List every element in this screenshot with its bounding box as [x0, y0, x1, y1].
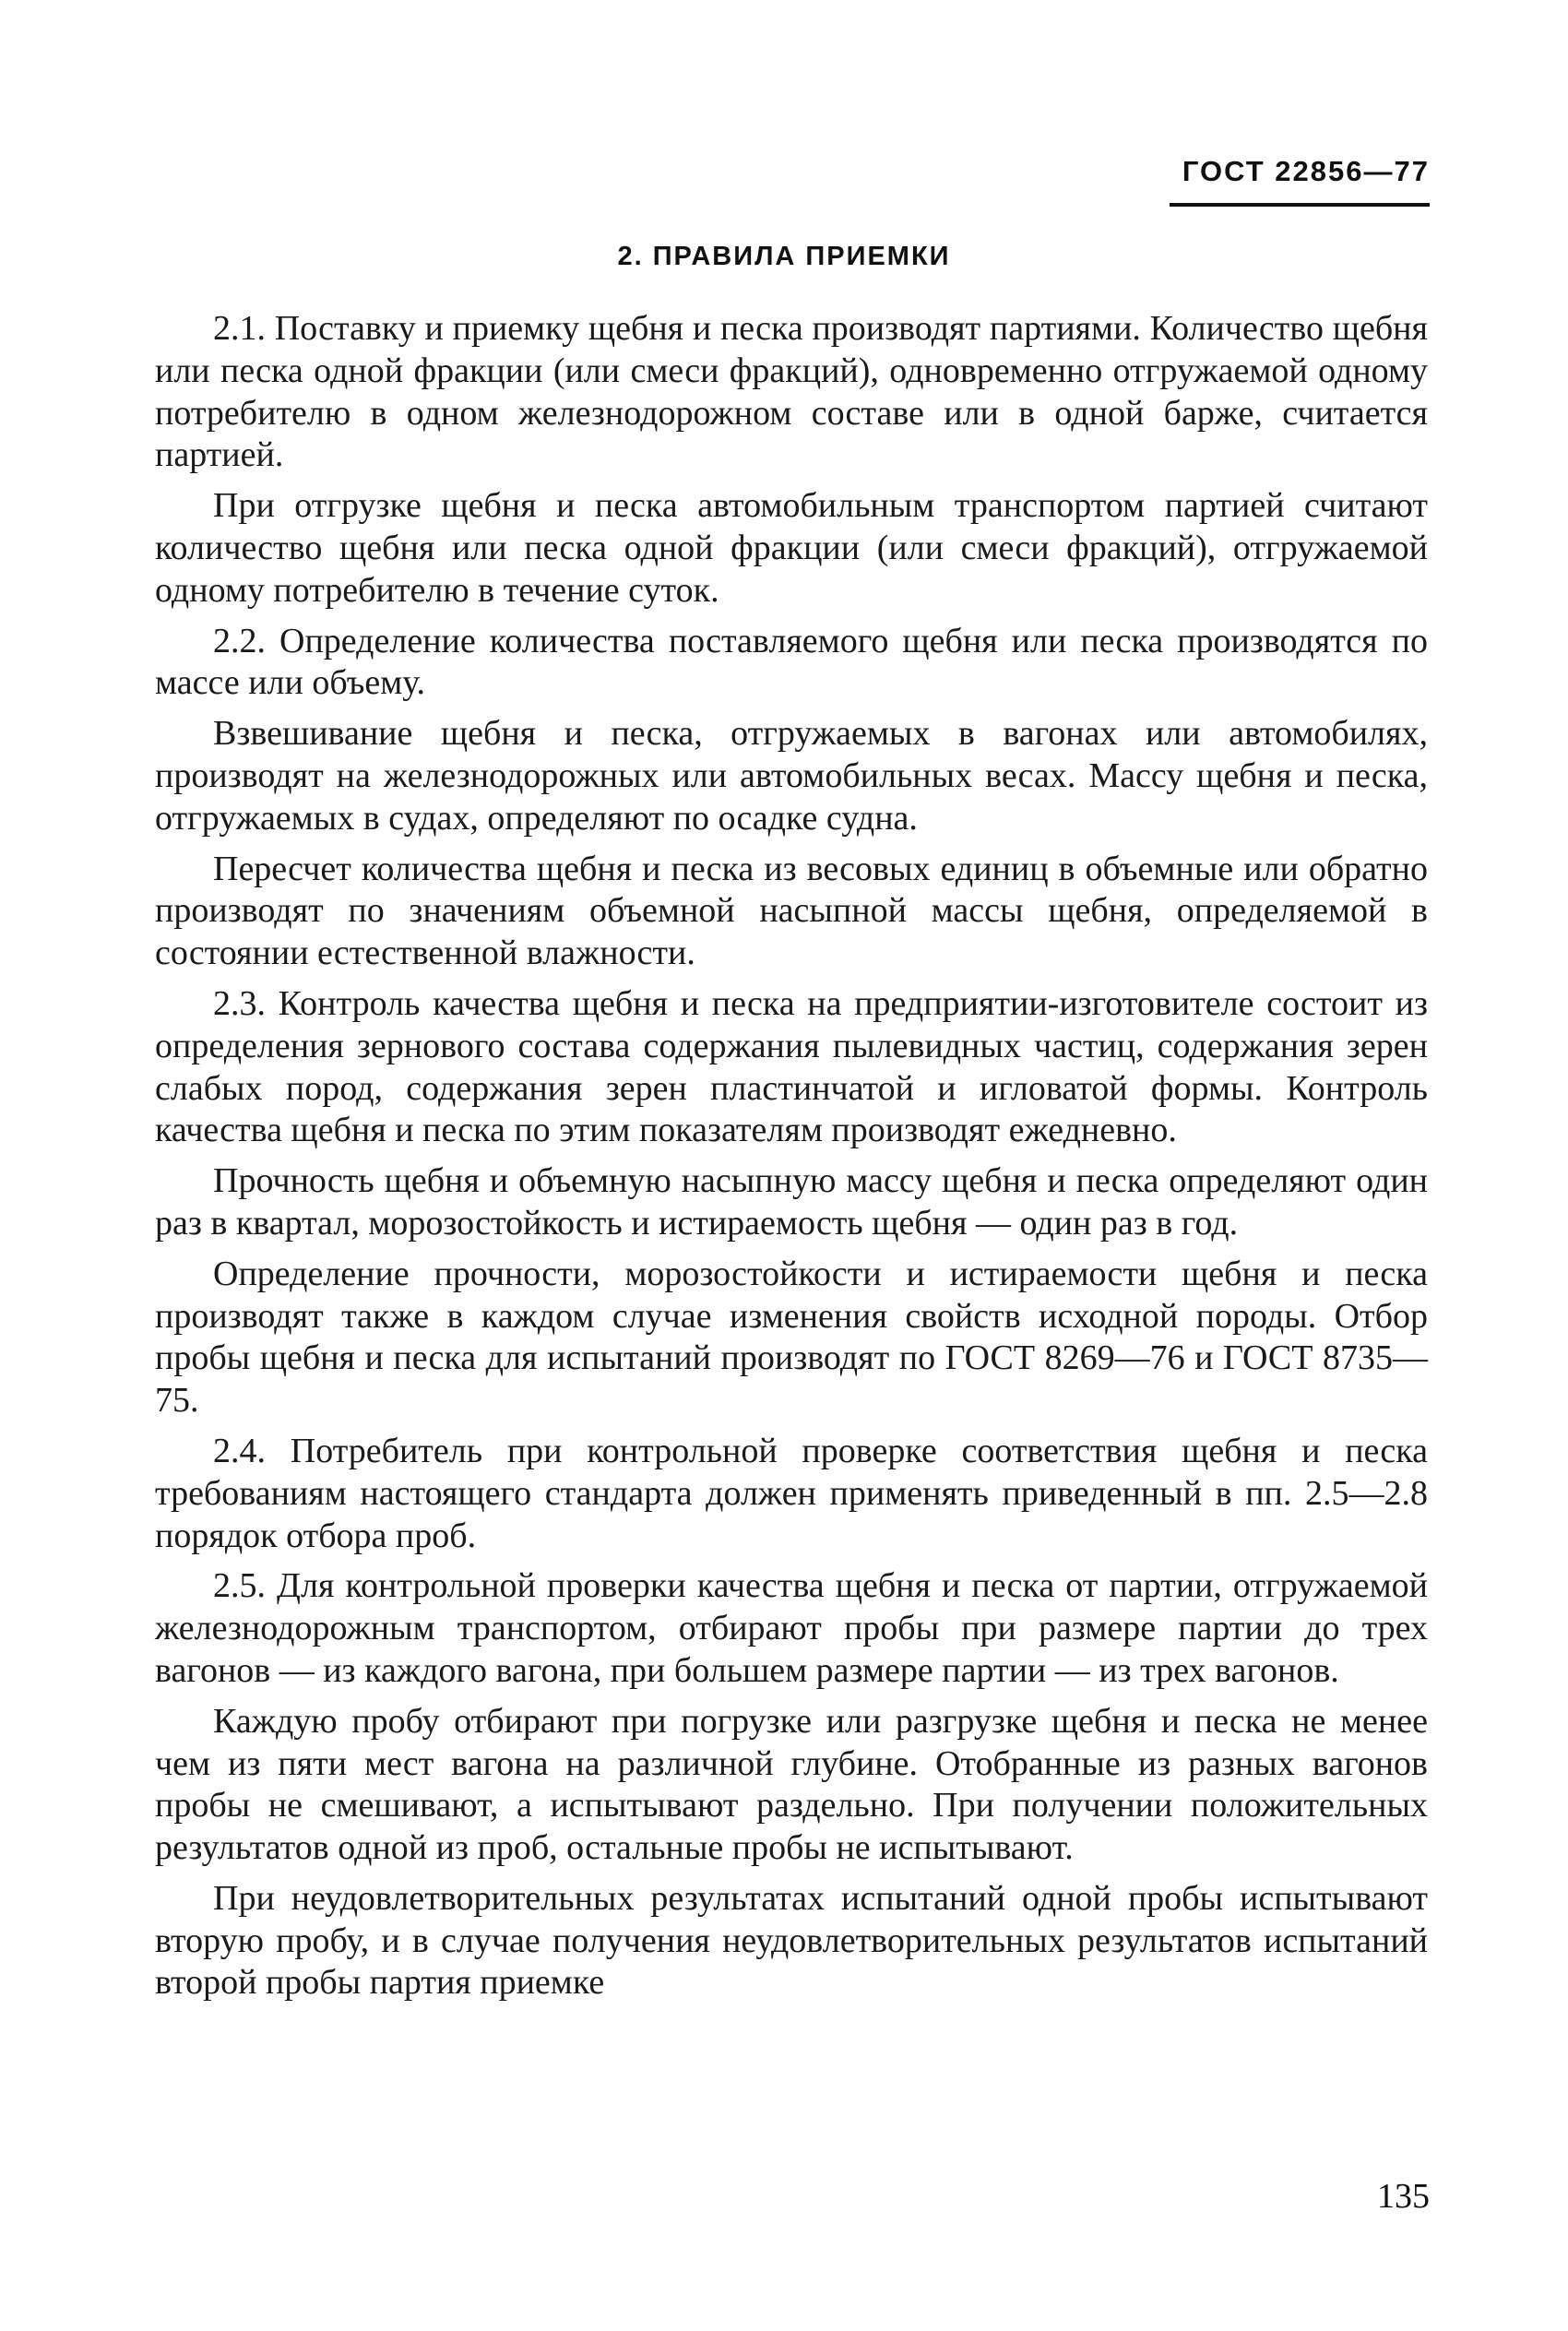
paragraph-conversion: Пересчет количества щебня и песка из весовых единиц в объемные или обратно производят по значениям объемной насыпной массы щебня, определяемой в состоянии естественной влажности.	[155, 849, 1428, 973]
paragraph-2-1: 2.1. Поставку и приемку щебня и песка производят партиями. Количество щебня или песка одной фракции (или смеси фракций), одновременно отгружаемой одному потребителю в одном железнодорожном составе или в одной барже, считается партией.	[155, 309, 1428, 475]
paragraph-2-4: 2.4. Потребитель при контрольной проверке соответствия щебня и песка требованиям настоящего стандарта должен применять приведенный в пп. 2.5—2.8 порядок отбора проб.	[155, 1431, 1428, 1555]
header-rule	[1170, 203, 1430, 207]
paragraph-2-5: 2.5. Для контрольной проверки качества щебня и песка от партии, отгружаемой железнодорожным транспортом, отбирают пробы при размере партии до трех вагонов — из каждого вагона, при большем размере партии — из трех вагонов.	[155, 1566, 1428, 1690]
page-number: 135	[1377, 2177, 1430, 2216]
paragraph-auto-transport: При отгрузке щебня и песка автомобильным транспортом партией считают количество щебня или песка одной фракции (или смеси фракций), отгружаемой одному потребителю в течение суток.	[155, 486, 1428, 610]
paragraph-unsatisfactory: При неудовлетворительных результатах испытаний одной пробы испытывают вторую пробу, и в случае получения неудовлетворительных результатов испытаний второй пробы партия приемке	[155, 1878, 1428, 2003]
body-text	[155, 308, 1428, 2013]
paragraph-2-3: 2.3. Контроль качества щебня и песка на предприятии-изготовителе состоит из определения зернового состава содержания пылевидных частиц, содержания зерен слабых пород, содержания зерен пластинчатой и игловатой формы. Контроль качества щебня и песка по этим показателям производят ежедневно.	[155, 983, 1428, 1150]
paragraph-strength: Прочность щебня и объемную насыпную массу щебня и песка определяют один раз в квартал, морозостойкость и истираемость щебня — один раз в год.	[155, 1161, 1428, 1243]
paragraph-sampling: Каждую пробу отбирают при погрузке или разгрузке щебня и песка не менее чем из пяти мест вагона на различной глубине. Отобранные из разных вагонов пробы не смешивают, а испытывают раздельно. При получении положительных результатов одной из проб, остальные пробы не испытывают.	[155, 1701, 1428, 1868]
paragraph-weighing: Взвешивание щебня и песка, отгружаемых в вагонах или автомобилях, производят на железнодорожных или автомобильных весах. Массу щебня и песка, отгружаемых в судах, определяют по осадке судна.	[155, 714, 1428, 838]
paragraph-2-2: 2.2. Определение количества поставляемого щебня или песка производятся по массе или объему.	[155, 621, 1428, 703]
paragraph-determination: Определение прочности, морозостойкости и истираемости щебня и песка производят также в каждом случае изменения свойств исходной породы. Отбор пробы щебня и песка для испытаний производят по ГОСТ 8269—76 и ГОСТ 8735—75.	[155, 1254, 1428, 1421]
standard-code: ГОСТ 22856—77	[1182, 155, 1430, 187]
section-title: 2. ПРАВИЛА ПРИЕМКИ	[617, 242, 951, 271]
